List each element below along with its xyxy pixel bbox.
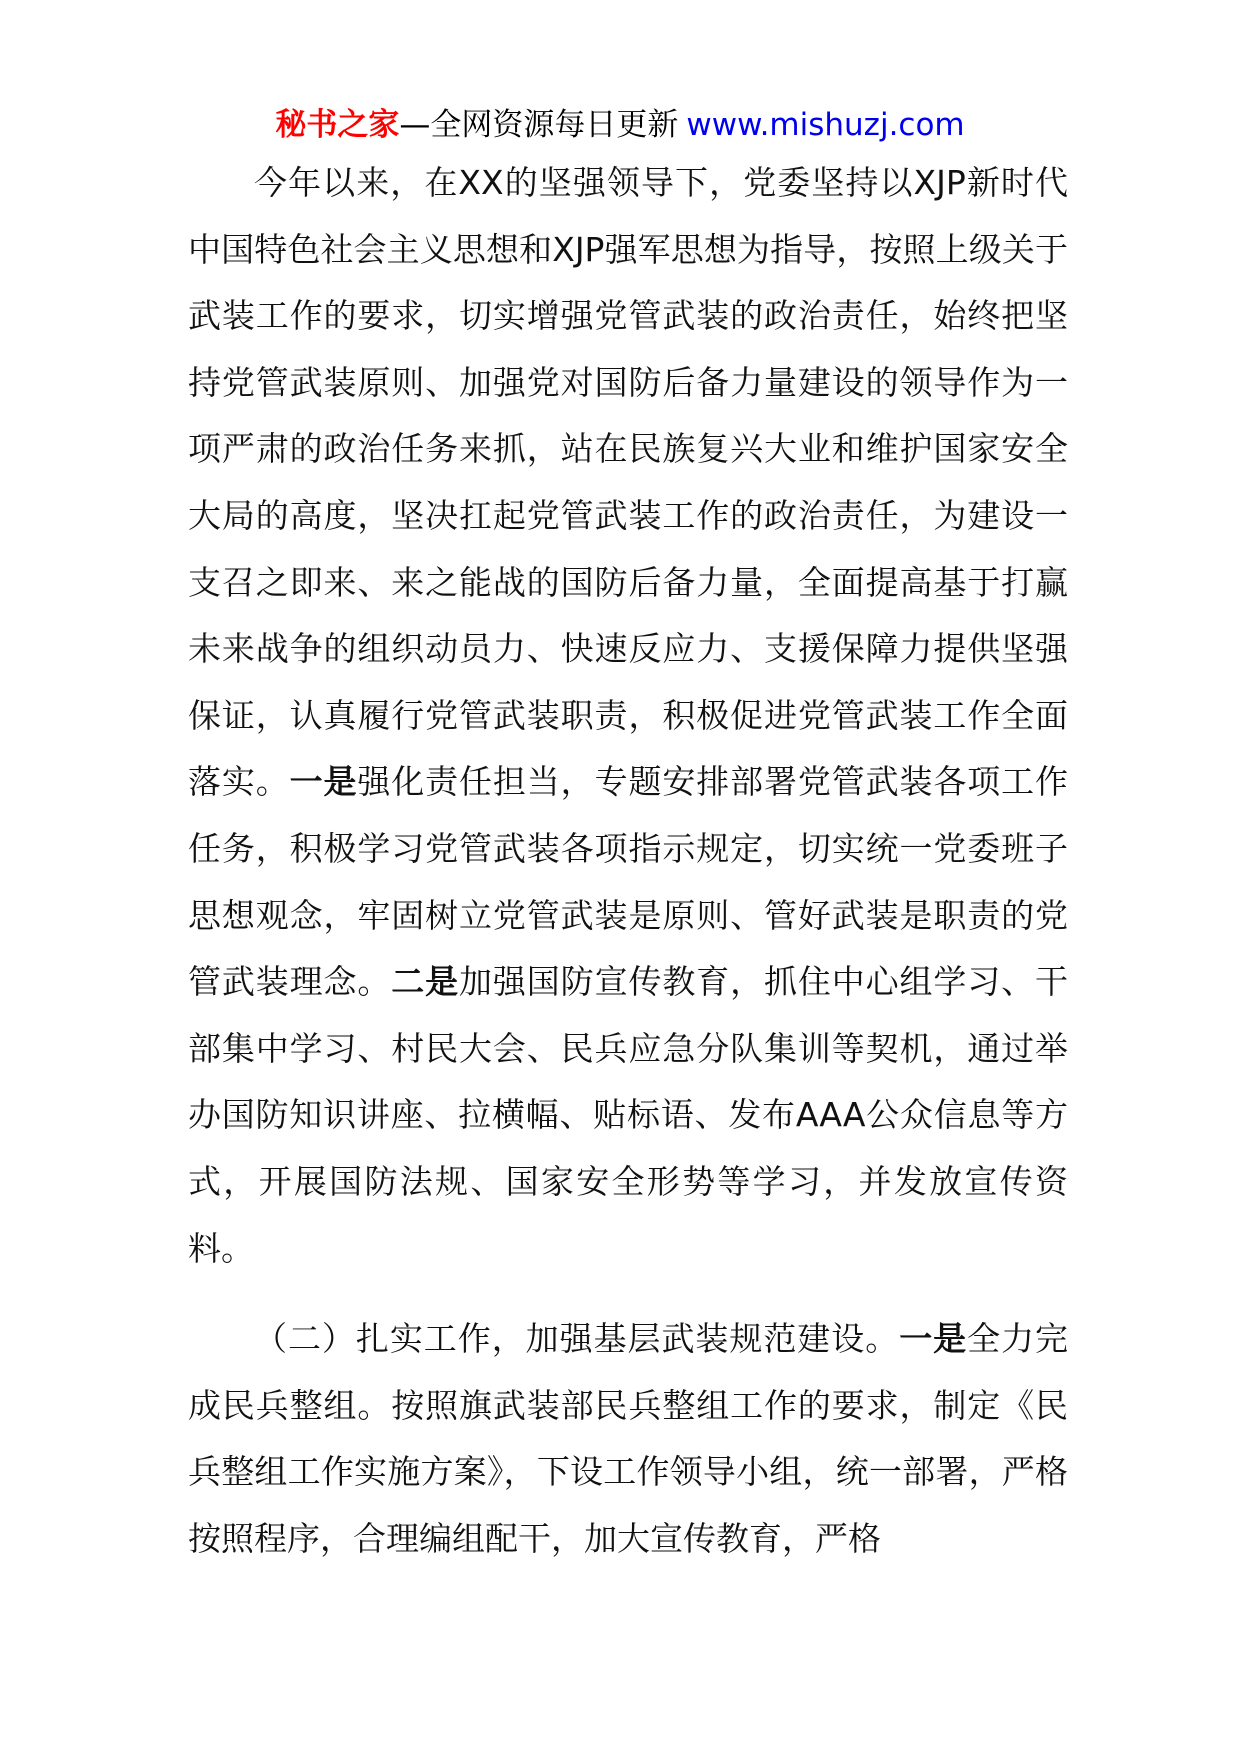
page-header xyxy=(0,100,1240,150)
paragraph-1 xyxy=(188,150,1068,1282)
paragraph-1-run-1: 今年以来，在XX的坚强领导下，党委坚持以XJP新时代中国特色社会主义思想和XJP强军思想为指导，按照上级关于武装工作的要求，切实增强党管武装的政治责任，始终把坚持党管武装原则、加强党对国防后备力量建设的领导作为一项严肃的政治任务来抓，站在民族复兴大业和维护国家安全大局的高度，坚决扛起党管武装工作的政治责任，为建设一支召之即来、来之能战的国防后备力量，全面提高基于打赢未来战争的组织动员力、快速反应力、支援保障力提供坚强保证，认真履行党管武装职责，积极促进党管武装工作全面落实。 xyxy=(188,163,1068,802)
document-body xyxy=(188,150,1068,1572)
site-url-link[interactable]: www.mishuzj.com xyxy=(686,107,965,143)
paragraph-1-run-5: 加强国防宣传教育，抓住中心组学习、干部集中学习、村民大会、民兵应急分队集训等契机，通过举办国防知识讲座、拉横幅、贴标语、发布AAA公众信息等方式，开展国防法规、国家安全形势等学习，并发放宣传资料。 xyxy=(188,962,1069,1268)
paragraph-1-run-3: 强化责任担当，专题安排部署党管武装各项工作任务，积极学习党管武装各项指示规定，切实统一党委班子思想观念，牢固树立党管武装是原则、管好武装是职责的党管武装理念。 xyxy=(188,762,1069,1002)
paragraph-2-run-1: （二）扎实工作，加强基层武装规范建设。 xyxy=(254,1319,900,1359)
paragraph-2 xyxy=(188,1306,1068,1572)
paragraph-2-run-3: 全力完成民兵整组。按照旗武装部民兵整组工作的要求，制定《民兵整组工作实施方案》，下设工作领导小组，统一部署，严格按照程序，合理编组配干，加大宣传教育，严格 xyxy=(188,1319,1069,1558)
header-tagline: —全网资源每日更新 xyxy=(399,107,679,143)
brand-name: 秘书之家 xyxy=(275,107,400,143)
paragraph-2-run-2: 一是 xyxy=(899,1319,968,1359)
paragraph-1-run-2: 一是 xyxy=(289,762,358,802)
paragraph-1-run-4: 二是 xyxy=(391,962,460,1002)
